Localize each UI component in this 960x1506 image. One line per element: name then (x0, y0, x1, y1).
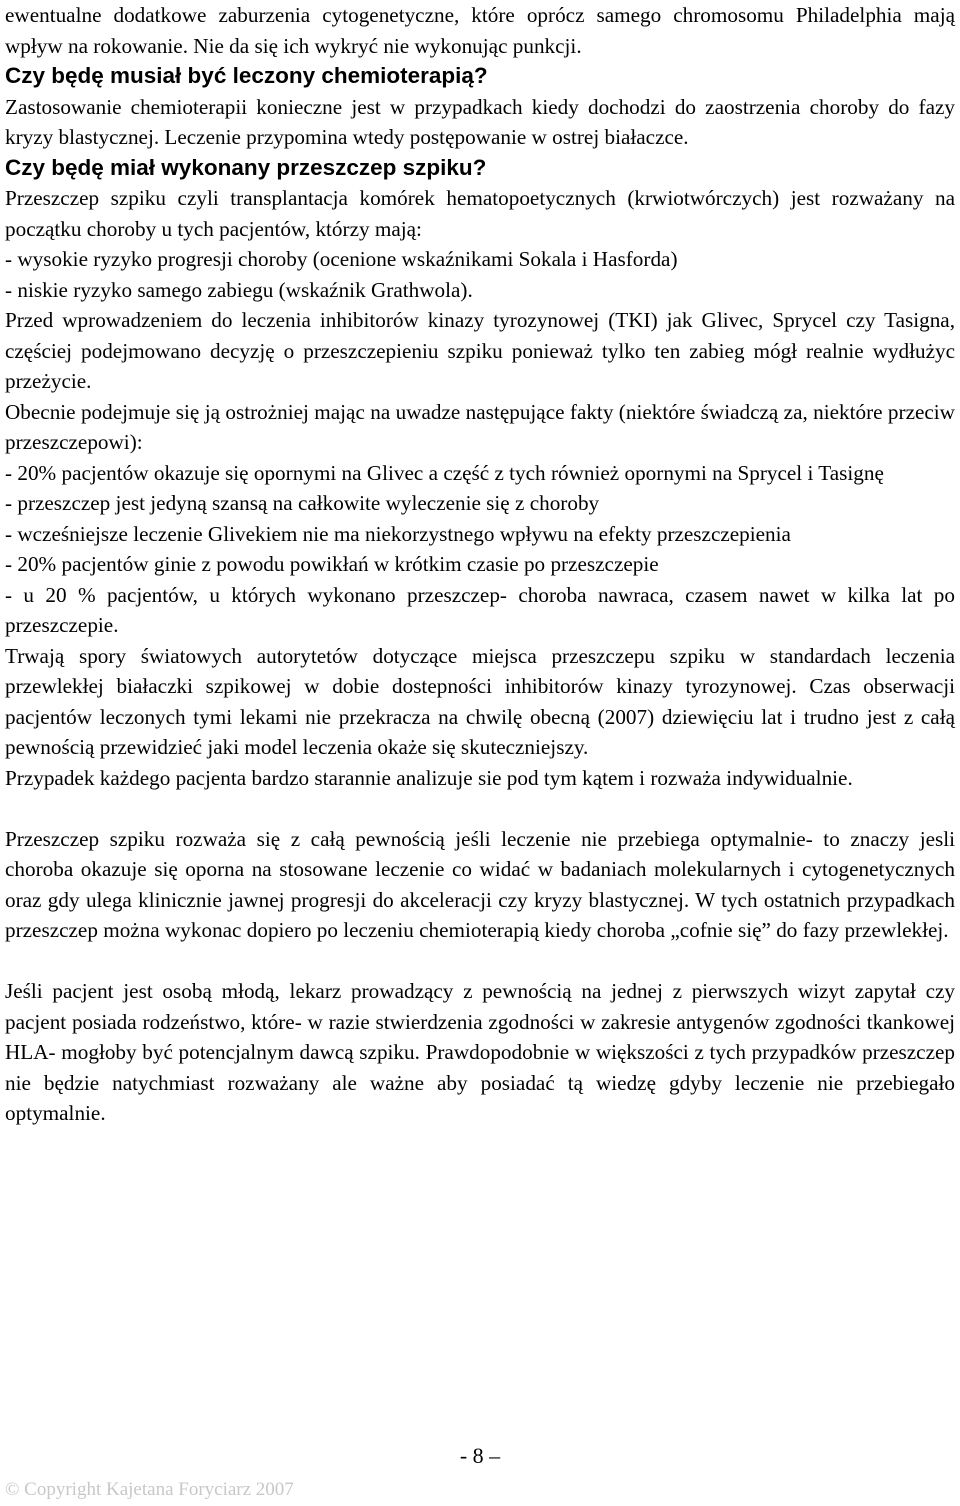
paragraph: - 20% pacjentów okazuje się opornymi na Glivec a część z tych również opornymi na Sprycel i Tasignę (5, 460, 884, 485)
paragraph: Przeszczep szpiku czyli transplantacja komórek hematopoetycznych (krwiotwórczych) jest rozważany na początku choroby u tych pacjentów, którzy mają: (5, 186, 955, 241)
paragraph: - u 20 % pacjentów, u których wykonano przeszczep- choroba nawraca, czasem nawet w kilka lat po przeszczepie. (5, 582, 955, 637)
paragraph: - przeszczep jest jedyną szansą na całkowite wyleczenie się z choroby (5, 491, 600, 515)
paragraph: Przeszczep szpiku rozważa się z całą pewnością jeśli leczenie nie przebiega optymalnie- to znaczy jesli choroba okazuje się oporna na stosowane leczenie co widać w badaniach molekularnych i cytogenetycznych oraz gdy ulega klinicznie jawnej progresji do akceleracji czy kryzy blastycznej. W tych ostatnich przypadkach przeszczep można wykonac dopiero po leczeniu chemioterapią kiedy choroba „cofnie się” do fazy przewlekłej. (5, 826, 955, 942)
paragraph: ewentualne dodatkowe zaburzenia cytogenetyczne, które oprócz samego chromosomu Philadelphia mają wpływ na rokowanie. Nie da się ich wykryć nie wykonując punkcji. (5, 3, 955, 58)
section-heading: Czy będę miał wykonany przeszczep szpiku? (5, 154, 487, 180)
paragraph-spacer (5, 946, 955, 977)
paragraph: Przed wprowadzeniem do leczenia inhibitorów kinazy tyrozynowej (TKI) jak Glivec, Sprycel czy Tasigna, częściej podejmowano decyzję o przeszczepieniu szpiku ponieważ tylko ten zabieg mógł realnie wydłużyc przeżycie. (5, 308, 955, 393)
paragraph: - wcześniejsze leczenie Glivekiem nie ma niekorzystnego wpływu na efekty przeszczepienia (5, 521, 791, 546)
paragraph: Jeśli pacjent jest osobą młodą, lekarz prowadzący z pewnością na jednej z pierwszych wizyt zapytał czy pacjent posiada rodzeństwo, które- w razie stwierdzenia zgodności w zakresie antygenów zgodności tkankowej HLA- mogłoby być potencjalnym dawcą szpiku. Prawdopodobnie w większości z tych przypadków przeszczep nie będzie natychmiast rozważany ale ważne aby posiadać tą wiedzę gdyby leczenie nie przebiegało optymalnie. (5, 979, 955, 1125)
paragraph: Przypadek każdego pacjenta bardzo starannie analizuje sie pod tym kątem i rozważa indywidualnie. (5, 765, 853, 790)
paragraph: - niskie ryzyko samego zabiegu (wskaźnik Grathwola). (5, 277, 473, 302)
paragraph: - 20% pacjentów ginie z powodu powikłań w krótkim czasie po przeszczepie (5, 552, 659, 576)
paragraph: Obecnie podejmuje się ją ostrożniej mając na uwadze następujące fakty (niektóre świadczą za, niektóre przeciw przeszczepowi): (5, 399, 955, 454)
paragraph: - wysokie ryzyko progresji choroby (ocenione wskaźnikami Sokala i Hasforda) (5, 247, 678, 271)
paragraph: Zastosowanie chemioterapii konieczne jest w przypadkach kiedy dochodzi do zaostrzenia choroby do fazy kryzy blastycznej. Leczenie przypomina wtedy postępowanie w ostrej białaczce. (5, 94, 955, 149)
section-heading: Czy będę musiał być leczony chemioterapią? (5, 63, 488, 88)
paragraph: Trwają spory światowych autorytetów dotyczące miejsca przeszczepu szpiku w standardach leczenia przewlekłej białaczki szpikowej w dobie dostepności inhibitorów kinazy tyrozynowej. Czas obserwacji pacjentów leczonych tymi lekami nie przekracza na chwilę obecną (2007) dziewięciu lat i trudno jest z całą pewnością przewidzieć jaki model leczenia okaże się skuteczniejszy. (5, 643, 955, 759)
copyright-notice: © Copyright Kajetana Foryciarz 2007 (5, 1479, 294, 1500)
document-body (5, 0, 955, 1129)
page-number: - 8 – (459, 1443, 501, 1468)
paragraph-spacer (5, 793, 955, 824)
